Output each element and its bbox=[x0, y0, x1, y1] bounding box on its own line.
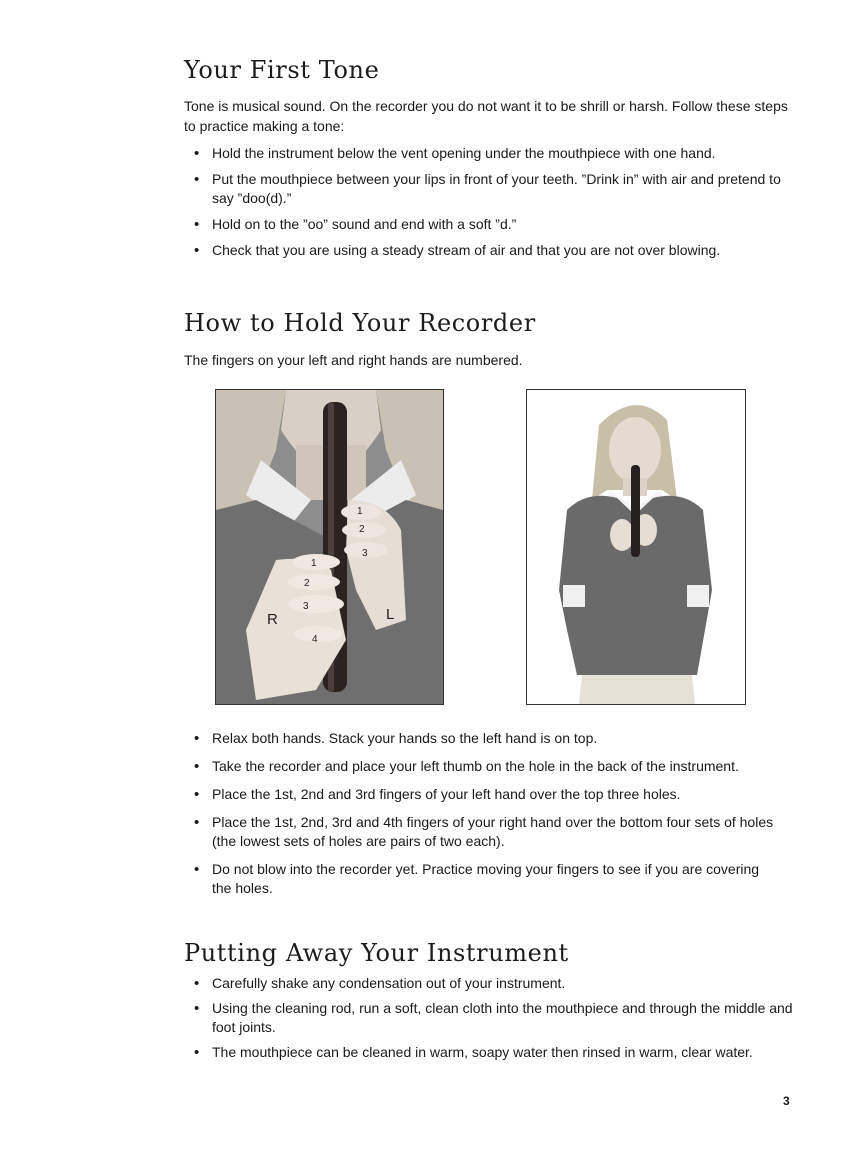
page-number: 3 bbox=[783, 1094, 790, 1108]
photo-girl-holding-recorder bbox=[526, 389, 746, 705]
girl-holding-recorder-illustration bbox=[527, 390, 745, 704]
photo-hands-closeup bbox=[215, 389, 444, 705]
right-finger-number-3: 3 bbox=[303, 601, 309, 612]
list-item: • Place the 1st, 2nd, 3rd and 4th fingers of your right hand over the bottom four sets of holes (the lowest sets of holes are pairs of two each). bbox=[184, 813, 794, 851]
list-item: • Relax both hands. Stack your hands so the left hand is on top. bbox=[184, 729, 794, 748]
first-tone-intro: Tone is musical sound. On the recorder you do not want it to be shrill or harsh. Follow these steps to practice making a tone: bbox=[184, 98, 788, 134]
putting-away-steps bbox=[184, 974, 794, 1062]
right-finger-number-1: 1 bbox=[311, 558, 317, 569]
hold-recorder-steps bbox=[184, 729, 794, 898]
list-item: • Place the 1st, 2nd and 3rd fingers of your left hand over the top three holes. bbox=[184, 785, 794, 804]
right-hand-label: R bbox=[267, 611, 278, 628]
left-finger-number-2: 2 bbox=[359, 524, 365, 535]
list-item: • Carefully shake any condensation out of your instrument. bbox=[184, 974, 794, 993]
list-item: • Hold the instrument below the vent opening under the mouthpiece with one hand. bbox=[184, 144, 794, 163]
section-title-first-tone: Your First Tone bbox=[184, 56, 380, 84]
list-item: • Take the recorder and place your left thumb on the hole in the back of the instrument. bbox=[184, 757, 794, 776]
right-finger-number-4: 4 bbox=[312, 634, 318, 645]
section-title-putting-away: Putting Away Your Instrument bbox=[184, 939, 569, 967]
hold-recorder-intro: The fingers on your left and right hands are numbered. bbox=[184, 352, 523, 368]
list-item: • The mouthpiece can be cleaned in warm, soapy water then rinsed in warm, clear water. bbox=[184, 1043, 794, 1062]
list-item: • Hold on to the ”oo” sound and end with a soft ”d.” bbox=[184, 215, 794, 234]
list-item: • Using the cleaning rod, run a soft, clean cloth into the mouthpiece and through the middle and foot joints. bbox=[184, 999, 794, 1037]
hands-closeup-illustration bbox=[216, 390, 443, 704]
right-finger-number-2: 2 bbox=[304, 578, 310, 589]
list-item: • Check that you are using a steady stream of air and that you are not over blowing. bbox=[184, 241, 794, 260]
list-item: • Put the mouthpiece between your lips in front of your teeth. ”Drink in” with air and pretend to say ”doo(d).” bbox=[184, 170, 794, 208]
left-finger-number-3: 3 bbox=[362, 548, 368, 559]
first-tone-steps bbox=[184, 144, 794, 260]
left-finger-number-1: 1 bbox=[357, 506, 363, 517]
list-item: • Do not blow into the recorder yet. Practice moving your fingers to see if you are covering the holes. bbox=[184, 860, 762, 898]
section-title-hold-recorder: How to Hold Your Recorder bbox=[184, 309, 536, 337]
left-hand-label: L bbox=[386, 606, 395, 623]
